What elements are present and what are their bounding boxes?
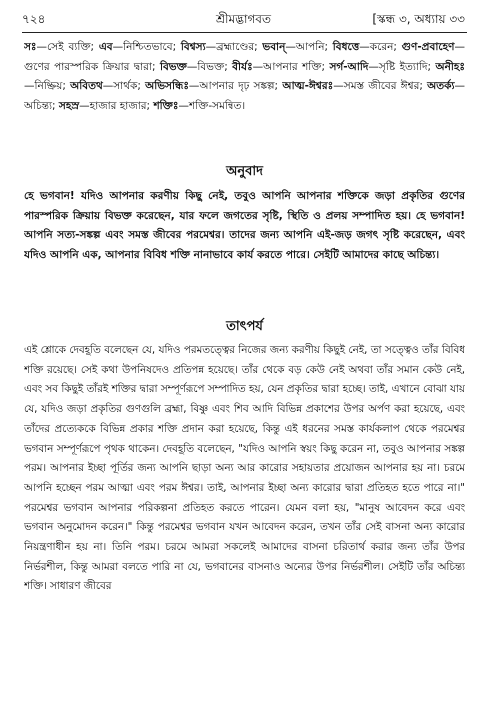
synonym-term: সঃ xyxy=(24,41,37,53)
purport-paragraph: এই শ্লোকে দেবহূতি বলেছেন যে, যদিও পরমতত্ত্বের নিজের জন্য করণীয় কিছুই নেই, তা সত্ত্বেও তাঁর বিবিধ শক্তি রয়েছে। সেই কথা উপনিষদেও প্রতিপন্ন হয়েছে। তাঁর থেকে বড় কেউ নেই অথবা তাঁর সমান কেউ নেই, এবং সব কিছুই তাঁরই শক্তির দ্বারা সম্পূর্ণরূপে সম্পাদিত হয়, যেন প্রকৃতির দ্বারা হচ্ছে। তাই, এখানে বোঝা যায় যে, যদিও জড়া প্রকৃতির গুণগুলি ব্রহ্মা, বিষ্ণু এবং শিব আদি বিভিন্ন প্রকাশের উপর অর্পণ করা হয়েছে, এবং তাঁদের প্রত্যেককে বিভিন্ন প্রকার শক্তি প্রদান করা হয়েছে, কিন্তু এই ধরনের সমস্ত কার্যকলাপ থেকে পরমেশ্বর ভগবান সম্পূর্ণরূপে পৃথক থাকেন। দেবহূতি বলেছেন, "যদিও আপনি স্বয়ং কিছু করেন না, তবুও আপনার সঙ্কল্প পরম। আপনার ইচ্ছা পূর্তির জন্য আপনি ছাড়া অন্য আর কারোর সহায়তার প্রয়োজন আপনার হয় না। চরমে আপনি হচ্ছেন পরম আত্মা এবং পরম ঈশ্বর। তাই, আপনার ইচ্ছা অন্য কারোর দ্বারা প্রতিহত হতে পারে না।" পরমেশ্বর ভগবান আপনার পরিকল্পনা প্রতিহত করতে পারেন। যেমন বলা হয়, "মানুষ আবেদন করে এবং ভগবান অনুমোদন করেন।" কিন্তু পরমেশ্বর ভগবান যখন আবেদন করেন, তখন তাঁর সেই বাসনা অন্য কারোর নিয়ন্ত্রণাধীন হয় না। তিনি পরম। চরমে আমরা সকলেই আমাদের বাসনা চরিতার্থ করার জন্য তাঁর উপর নির্ভরশীল, কিন্তু আমরা বলতে পারি না যে, ভগবানের বাসনাও অন্যের উপর নির্ভরশীল। সেইটি তাঁর অচিন্ত্য শক্তি। সাধারণ জীবের xyxy=(24,344,465,593)
synonym-meaning: —ব্রহ্মাণ্ডের; xyxy=(205,41,263,53)
translation-paragraph: হে ভগবান! যদিও আপনার করণীয় কিছু নেই, তবুও আপনি আপনার শক্তিকে জড়া প্রকৃতির গুণের পারস্পরিক ক্রিয়ায় বিভক্ত করেছেন, যার ফলে জগতের সৃষ্টি, স্থিতি ও প্রলয় সম্পাদিত হয়। হে ভগবান! আপনি সত্য-সঙ্কল্প এবং সমস্ত জীবের পরমেশ্বর। তাদের জন্য আপনি এই-জড় জগৎ সৃষ্টি করেছেন, এবং যদিও আপনি এক, আপনার বিবিধ শক্তি নানাভাবে কার্য করতে পারে। সেইটি আমাদের কাছে অচিন্ত্য। xyxy=(24,190,465,262)
synonym-meaning: —অচিন্ত্য; xyxy=(24,80,465,113)
translation-heading: অনুবাদ xyxy=(226,164,263,179)
page-number: ৭২৪ xyxy=(22,12,46,26)
synonym-meaning: —আপনার দৃঢ় সঙ্কল্প; xyxy=(188,80,283,93)
synonym-term: সহস্র xyxy=(58,100,80,113)
synonym-meaning: —হাজার হাজার; xyxy=(79,100,154,113)
book-title: শ্রীমদ্ভাগবত xyxy=(215,12,271,26)
header-rule xyxy=(22,32,467,33)
synonym-term: বীর্যঃ xyxy=(232,60,253,73)
synonym-meaning: —বিভক্ত; xyxy=(186,60,233,73)
synonym-term: সর্গ-আদি xyxy=(329,60,369,73)
synonym-term: অতর্ক্য xyxy=(427,80,455,93)
synonym-meaning: —নিষ্ক্রিয়; xyxy=(24,80,71,93)
synonyms-paragraph xyxy=(24,38,465,158)
synonym-meaning: —আপনি; xyxy=(285,41,333,53)
synonym-meaning: —গুণের পারস্পরিক ক্রিয়ার দ্বারা; xyxy=(24,41,465,73)
synonym-meaning: —আপনার শক্তি; xyxy=(252,60,330,73)
synonym-term: বিধত্তে xyxy=(332,41,360,53)
synonym-term: আত্ম-ঈশ্বরঃ xyxy=(282,80,334,93)
synonym-meaning: —নিশ্চিতভাবে; xyxy=(112,41,181,53)
synonym-term: অভিসন্ধিঃ xyxy=(145,80,189,93)
purport-heading: তাৎপর্য xyxy=(226,319,263,334)
synonym-term: ভবান্ xyxy=(262,41,286,53)
synonym-meaning: —সৃষ্টি ইত্যাদি; xyxy=(368,60,436,73)
synonym-meaning: —সার্থক; xyxy=(102,80,146,93)
synonym-meaning: —করেন; xyxy=(359,41,402,53)
synonym-term: বিশ্বস্য xyxy=(180,41,206,53)
synonym-term: গুণ-প্রবাহেণ xyxy=(401,41,455,53)
synonym-term: অনীহঃ xyxy=(435,60,465,73)
synonym-term: অবিতথ xyxy=(70,80,103,93)
synonym-meaning: —সমস্ত জীবের ঈশ্বর; xyxy=(333,80,428,93)
synonym-term: এব xyxy=(98,41,113,53)
chapter-location: [স্কন্ধ ৩, অধ্যায় ৩৩ xyxy=(372,12,465,26)
synonym-term: বিভক্ত xyxy=(159,60,187,73)
synonym-term: শক্তিঃ xyxy=(153,100,179,113)
synonym-meaning: —সেই ব্যক্তি; xyxy=(36,41,99,53)
page-header xyxy=(22,8,465,30)
synonym-meaning: —শক্তি-সমন্বিত। xyxy=(178,100,246,113)
